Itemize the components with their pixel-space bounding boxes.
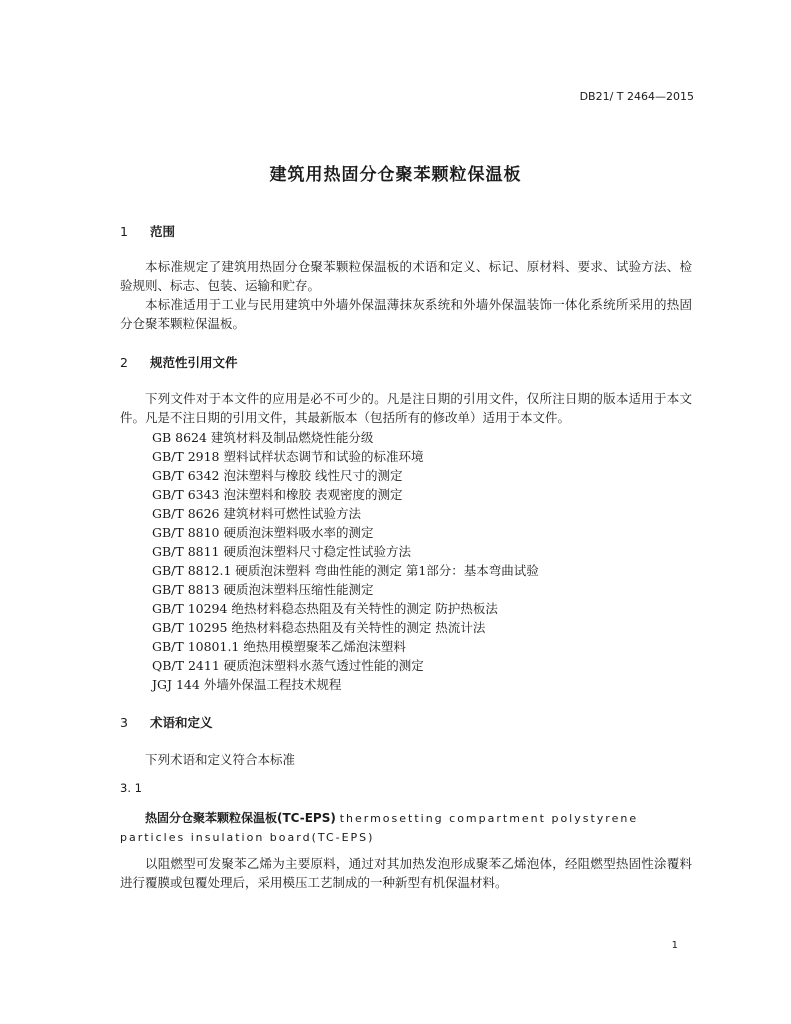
section-1-paragraph-1: 本标准规定了建筑用热固分仓聚苯颗粒保温板的术语和定义、标记、原材料、要求、试验方法、检验规则、标志、包装、运输和贮存。 [120, 259, 692, 293]
reference-item: GB/T 8810 硬质泡沫塑料吸水率的测定 [152, 525, 374, 540]
section-3-intro: 下列术语和定义符合本标准 [145, 752, 296, 767]
term-chinese: 热固分仓聚苯颗粒保温板(TC-EPS) [145, 811, 336, 825]
section-3-heading [120, 713, 213, 731]
section-1-paragraph-2: 本标准适用于工业与民用建筑中外墙外保温薄抹灰系统和外墙外保温装饰一体化系统所采用的热固分仓聚苯颗粒保温板。 [120, 297, 692, 331]
subsection-3-1-number: 3. 1 [120, 781, 142, 795]
section-3-title: 术语和定义 [150, 715, 213, 730]
page-title: 建筑用热固分仓聚苯颗粒保温板 [269, 165, 522, 185]
term-english: thermosetting compartment polystyrene particles insulation board(TC-EPS) [120, 812, 639, 844]
term-definition: 以阻燃型可发聚苯乙烯为主要原料，通过对其加热发泡形成聚苯乙烯泡体，经阻燃型热固性涂覆料进行覆膜或包覆处理后，采用模压工艺制成的一种新型有机保温材料。 [120, 856, 692, 890]
section-1-title: 范围 [150, 224, 176, 239]
reference-item: GB/T 8811 硬质泡沫塑料尺寸稳定性试验方法 [152, 544, 411, 559]
reference-item: GB/T 2918 塑料试样状态调节和试验的标准环境 [152, 449, 424, 464]
section-2-number: 2 [120, 355, 128, 370]
section-3-number: 3 [120, 715, 128, 730]
section-2-intro: 下列文件对于本文件的应用是必不可少的。凡是注日期的引用文件，仅所注日期的版本适用于本文件。凡是不注日期的引用文件，其最新版本（包括所有的修改单）适用于本文件。 [120, 391, 692, 425]
reference-list [152, 428, 539, 694]
reference-item: GB/T 6343 泡沫塑料和橡胶 表观密度的测定 [152, 487, 403, 502]
section-1-number: 1 [120, 224, 128, 239]
reference-item: GB/T 6342 泡沫塑料与橡胶 线性尺寸的测定 [152, 468, 403, 483]
reference-item: GB 8624 建筑材料及制品燃烧性能分级 [152, 430, 374, 445]
term-heading [120, 809, 692, 847]
page-number: 1 [671, 940, 678, 951]
reference-item: QB/T 2411 硬质泡沫塑料水蒸气透过性能的测定 [152, 658, 424, 673]
reference-item: GB/T 8813 硬质泡沫塑料压缩性能测定 [152, 582, 374, 597]
reference-item: GB/T 10295 绝热材料稳态热阻及有关特性的测定 热流计法 [152, 620, 486, 635]
reference-item: GB/T 8626 建筑材料可燃性试验方法 [152, 506, 361, 521]
reference-item: GB/T 10294 绝热材料稳态热阻及有关特性的测定 防护热板法 [152, 601, 498, 616]
document-code: DB21/ T 2464—2015 [579, 90, 694, 103]
section-2-title: 规范性引用文件 [150, 355, 238, 370]
reference-item: GB/T 8812.1 硬质泡沫塑料 弯曲性能的测定 第1部分：基本弯曲试验 [152, 563, 539, 578]
reference-item: GB/T 10801.1 绝热用模塑聚苯乙烯泡沫塑料 [152, 639, 406, 654]
reference-item: JGJ 144 外墙外保温工程技术规程 [152, 677, 342, 692]
section-2-heading [120, 353, 238, 371]
section-1-heading [120, 222, 175, 240]
